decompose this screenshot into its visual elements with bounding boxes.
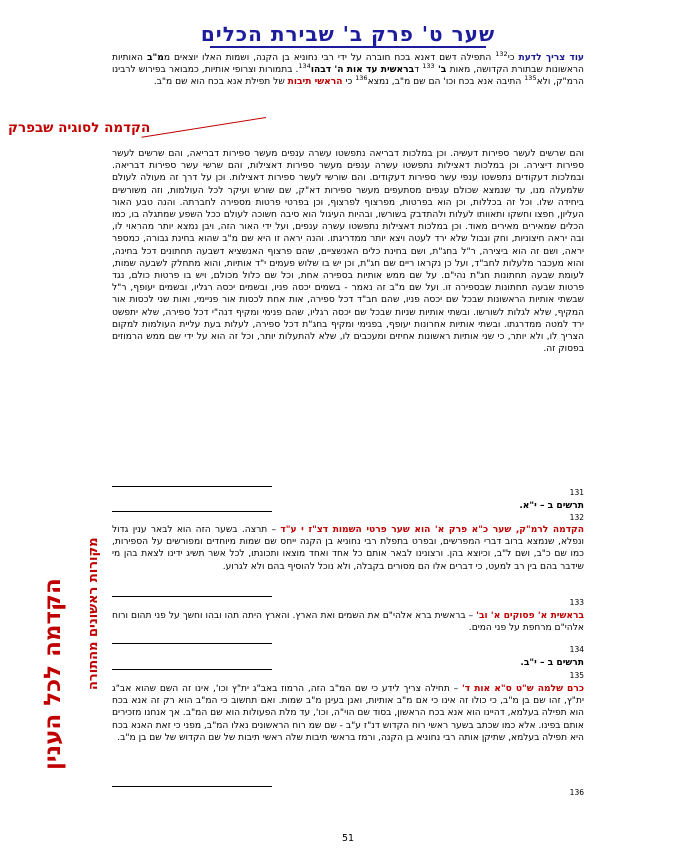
footnote-rule-135: [112, 669, 272, 670]
main-body-paragraph: והם שרשים לעשר ספירות דעשיה. וכן במלכות דבריאה נתפשטו עשרה ענפים מעשר ספירות דבריאה, והם שרשים לעשר ספירות דיצירה. וכן במלכות דאצילות נתפשטו עשרה ענפים מעשר ספירות דאצילות, והם שרשי עשר ספירות דבריאה. ובמלכות דעקודים נתפשטו ענפי עשר ספירות דעקודים. והם שורשי לעשר ספירות דאצילות. וכן על דרך זה מעולה לעולם שלמעלה מנו, עד שנמצא שכולם עגפים מסתעפים מעשר ספירות דא"ק, שם שורש ועיקר לכל העולמות, וזה משורשים ביחידה שלו. וכל זה בכללות, וכן הוא בפרטות, מפרצוף לפרצוף, וכן בפרטי פרטות מספירה לחברתה. והנה טבע האור העליון, חפצו וחשקו ותאוותו לעלות ולהתדבק בשורשו, ובהיות העיגול הוא סיבה חשוכה לעולם ככל השפע שמתגלה בו, כמו הכלים שמאירים מאירים מאוד. וכן במלכות דאצילות נתפשטו עשרה ענפים, ועל ידי האור הזה, ויבן נמצא יותר מהראוי לו, ובה יראה חיצוניות, וחק וגבול שלא ירד לעטה ויצא יותר ממדריגתו. והנה יראה זו היא שם מ"ב שהוא בחינת גבורה, כמספר יראה, ושם זה הוא ביצירה, ר"ל בחג"ת, ושם בחינת כלים האנשציים, שהם פרצוף האנשציא דשבעה תחתונים דכל בחינה, והוא מעכבר מלעלות לחב"ד, ועל כן נקראו ריים שם חג"ת, וכן יש בו שלוש פעמים י"ד אותיות, והוא מתחלק לשבעה שמות, לעומת שבעה תחתונות חג"ת נהי"ם. על שם ממש אותיות בספירה אחת, וכל שם כלול מכולם, ויש בו פרטות כולם, נגד פרטות שבעה תחתונות שבספירה זו. ועל שם מ"ב זה נאמר - בשמים יכסה פניו, ובשמים יכסה רגליו, ובשמים יעופף, ר"ל שבשתי אותיות הראשונות שבכל שם יכסה פניו, שהם חב"ד דכל ספירה, אות אחת לכסות אור פניימי, ואות שני לכסות אור המקיף, שלא לגלות לשורשו. ובשתי אותיות שניות שבכל שם יכסה רגליו, שהם פנימי ומקיף דנה"י דכל ספירה, שלא יתפשט ירד למטה ממדרגתו. ובשתי אותיות אחרונות יעופף, בפנימי ומקיף בחג"ת דכל ספירה, לעלות בעת עליית העולמות למקום הצריך לו, ולא יותר, כי שני אותיות ראשונות אחיזים ומעכבים לו, שלא להתעלות יותר, וכל זה הוא על ידי שם ממש הרמוזים בפסוק זה.: [112, 149, 584, 355]
t5: האותיות הראשונות שבתורת הקדושה, מאות: [112, 53, 584, 76]
section-bereshit-pesukim: [112, 610, 584, 634]
footnote-number-132: 132: [569, 513, 584, 522]
section-body: – תחילה צריך לידע כי שם המ"ב הזה, הרמוז באב"ג ית"ץ וכו', אינו זה השם שהוא אב"ג ית"ץ, זהו שם בן מ"ב, כי כולו זה אינו כי אם מ"ב אותיות, ואנן בעינן מ"ב שמות. ואם תחשוב כי המ"ב הוא רק זה אנא בכח הוא תפילה בעלמא, דהיינו הוא אנא בכח הראשון, בסוד שם הוי"ה, וכו', עד מלת הפעולות הוא שם המ"ב. אך אנחנו מזכירים אותם בפינו. אלא כמו שכתב בשער ראשי רוח הקדוש דנ"ז ע"ב - שם שמ רוח הראשונים נאלו המ"ב, מפני כי זאת האנא בכח היא תפילה בעלמא, שתיקן אותה רבי נחוניא בן הקנה, ורמז בראשי תיבות שלה ראשי תיבות של שם הקדוש של שם בן מ"ב.: [112, 684, 584, 743]
footnote-ref-132: 132: [495, 49, 508, 58]
section-hakdama-ramak: [112, 524, 584, 573]
footnote-rule-134: [112, 643, 272, 644]
t8: בראשית עד אות ה' דבהו: [310, 65, 415, 76]
page-title: שער ט' פרק ב' שבירת הכלים: [200, 22, 496, 46]
footnote-number-134: 134: [569, 645, 584, 654]
t10: בפירוש לרבינו הרמ"ק, ולא: [112, 65, 584, 88]
footnote-ref-135: 135: [524, 74, 537, 83]
annotation-pointer-line: [141, 117, 266, 138]
page-number: 51: [341, 833, 355, 844]
section-heading: כרם שלמה ש"ט ס"א אות ד': [461, 684, 584, 694]
section-body: – בראשית ברא אלהי"ם את השמים ואת הארץ. והארץ היתה תהו ובהו וחשך על פני תהום ורוח אלהי"ם מרחפת על פני המים.: [112, 611, 584, 634]
footnote-number-135: 135: [569, 671, 584, 680]
top-paragraph: [112, 49, 584, 89]
footnote-ref-133: 133: [422, 62, 435, 71]
t12: כי: [342, 77, 356, 88]
footnote-rule-136: [112, 786, 272, 787]
t9: . בתמורות וצרופי אותיות, כמבואר: [168, 65, 299, 76]
section-body: – תרצה. בשער הזה הוא לבאר ענין גדול ונפלא, שנמצא ברוב דברי המפרשים, ובפרט בתפלת רבי נחוניא בן הקנה ייחס שם שמות מיוחדים ומפורשים על הספירות, כמו שם כ"ב, ושם ל"ב, וכיוצא בהן. ורצונינו לבאר אותם כל אחד ואחד מוצאו ותכונתו, לכל אשר תשיג ידינו לצאת בהן מי שידבר בהם בין רב למעט, כי דברים אלו הם מסורים בקבלה, ולא נוכל להוסיף בהם ולא לגרוע.: [112, 525, 584, 572]
section-heading: תרשים ב – י"ב.: [520, 658, 584, 668]
side-annotation-small: מקורות ראשונים מהתורה: [86, 537, 101, 690]
footnote-rule-132: [112, 511, 272, 512]
footnote-ref-134: 134: [298, 62, 311, 71]
t7: ד: [414, 65, 423, 76]
footnote-rule-131: [112, 486, 272, 487]
top-lead-bold: עוד צריך לדעת: [518, 53, 584, 63]
t6: ב': [434, 65, 450, 76]
footnote-rule-133: [112, 596, 272, 597]
footnote-number-136: 136: [569, 788, 584, 797]
section-heading: בראשית א' פסוקים א' וב': [476, 611, 584, 621]
section-heading: הקדמה לרמ"ק, שער כ"א פרק א' הוא שער פרטי השמות דצ"ז י ע"ד: [280, 525, 585, 535]
footnote-number-133: 133: [569, 598, 584, 607]
footnote-ref-136: 136: [355, 74, 368, 83]
section-kerem-shlomo: [112, 683, 584, 744]
title-underline: [210, 46, 486, 48]
section-tirgum-2: [112, 657, 584, 669]
t11: התיבה אנא בכח וכו' הם שם מ"ב, נמצא: [367, 77, 525, 88]
t3: התפילה דשם דאנא בכח חוברה על ידי רבי נחוניא בן הקנה, ושמות האלו יוצאים מ: [163, 53, 496, 63]
side-annotation-large: הקדמה לכל הענין: [40, 578, 66, 770]
t4: מ"ב: [146, 53, 164, 63]
t14: של תפילת אנא בכח הוא שם מ"ב.: [153, 77, 288, 88]
t13: הראשי תיבות: [287, 77, 343, 88]
section-heading: תרשים ב – י"א.: [519, 501, 584, 511]
annotation-hakdama: הקדמה לסוגיה שבפרק: [8, 120, 151, 136]
t2: כי: [507, 53, 519, 63]
footnote-number-131: 131: [569, 488, 584, 497]
